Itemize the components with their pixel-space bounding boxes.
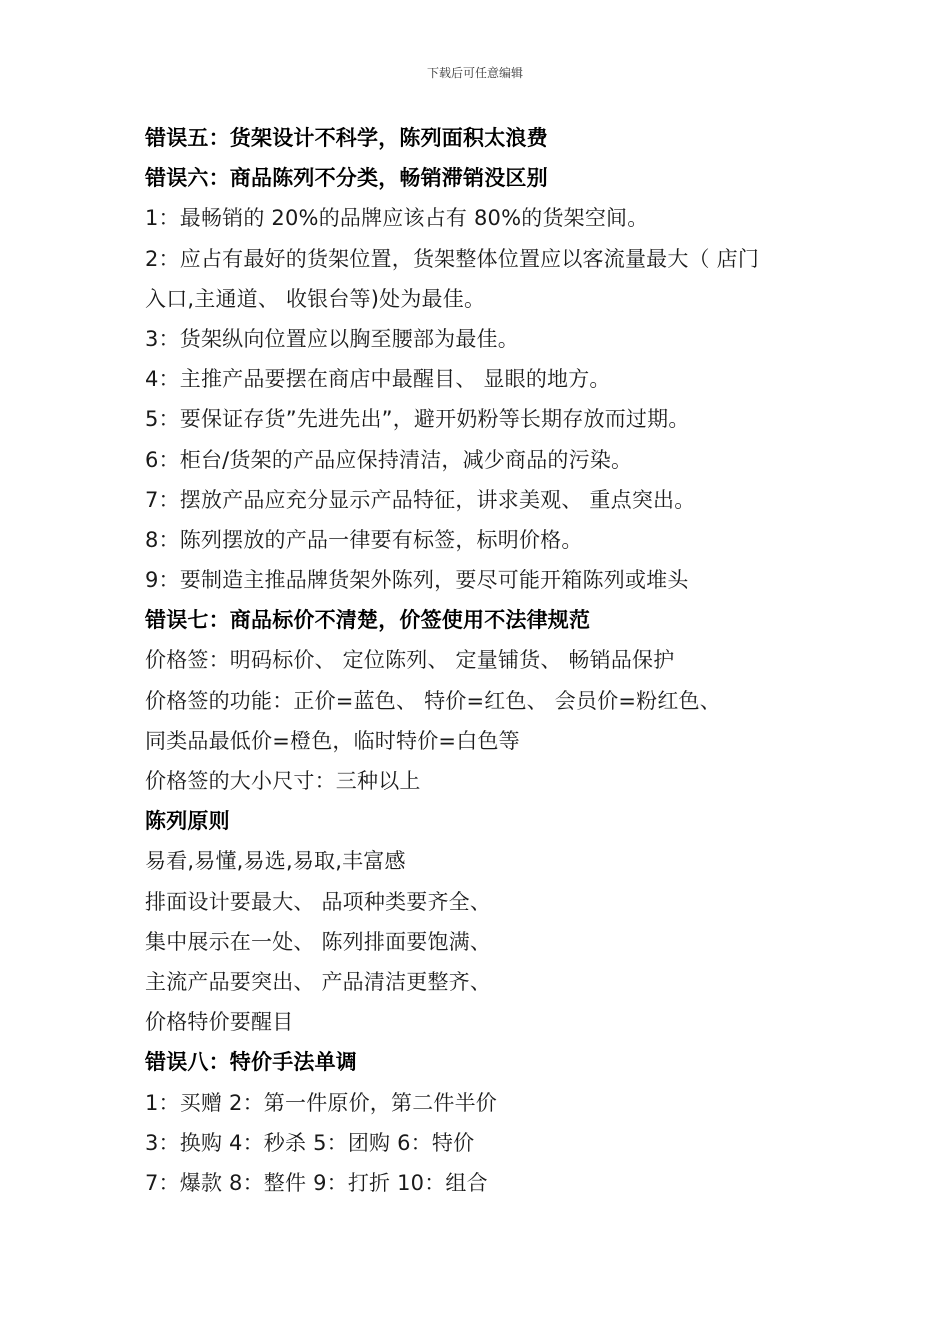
text-line: 价格特价要醒目 [145,1010,294,1035]
text-line: 1：买赠 2：第一件原价，第二件半价 [145,1090,497,1115]
section-heading: 陈列原则 [145,809,230,834]
section-heading: 错误六：商品陈列不分类，畅销滞销没区别 [145,166,548,191]
text-line: 集中展示在一处、 陈列排面要饱满、 [145,929,492,954]
section-heading: 错误八：特价手法单调 [145,1050,357,1075]
text-line: 主流产品要突出、 产品清洁更整齐、 [145,969,492,994]
section-heading: 错误七：商品标价不清楚，价签使用不法律规范 [145,608,591,633]
text-line: 1：最畅销的 20%的品牌应该占有 80%的货架空间。 [145,206,649,231]
text-line: 价格签：明码标价、 定位陈列、 定量铺货、 畅销品保护 [145,648,675,673]
text-line: 8：陈列摆放的产品一律要有标签，标明价格。 [145,527,583,552]
text-line: 5：要保证存货”先进先出”，避开奶粉等长期存放而过期。 [145,407,690,432]
text-line: 2：应占有最好的货架位置，货架整体位置应以客流量最大（ 店门 [145,246,760,271]
text-line: 排面设计要最大、 品项种类要齐全、 [145,889,492,914]
text-line: 7：摆放产品应充分显示产品特征，讲求美观、 重点突出。 [145,487,696,512]
text-line: 价格签的大小尺寸：三种以上 [145,769,421,793]
text-line: 6：柜台/货架的产品应保持清洁，减少商品的污染。 [145,447,633,472]
text-line: 4：主推产品要摆在商店中最醒目、 显眼的地方。 [145,367,611,392]
text-line: 7：爆款 8：整件 9：打折 10：组合 [145,1170,488,1195]
text-line: 3：货架纵向位置应以胸至腰部为最佳。 [145,326,519,351]
text-line: 同类品最低价=橙色，临时特价=白色等 [145,728,520,753]
section-heading: 错误五：货架设计不科学，陈列面积太浪费 [145,126,548,150]
document-body [145,118,825,1203]
text-line: 3：换购 4：秒杀 5：团购 6：特价 [145,1130,475,1155]
text-line: 入口,主通道、 收银台等)处为最佳。 [145,286,486,311]
page-header: 下载后可任意编辑 [426,66,523,80]
text-line: 9：要制造主推品牌货架外陈列，要尽可能开箱陈列或堆头 [145,568,689,593]
text-line: 价格签的功能：正价=蓝色、 特价=红色、 会员价=粉红色、 [145,688,721,713]
text-line: 易看,易懂,易选,易取,丰富感 [145,849,406,874]
